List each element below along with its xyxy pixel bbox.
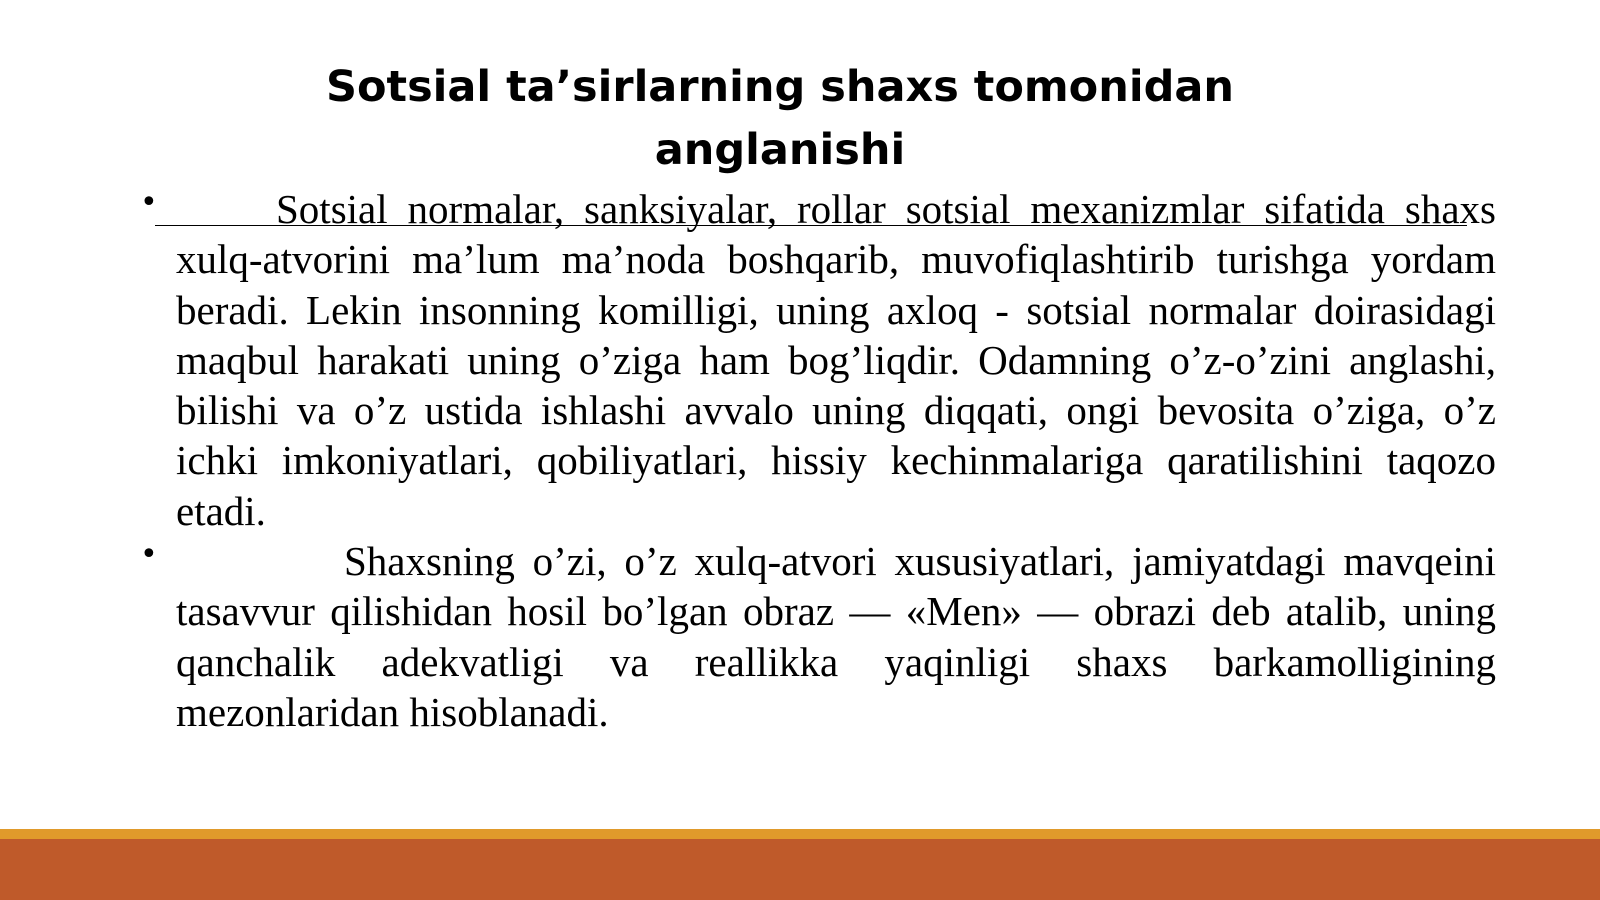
bullet-text-1: Sotsial normalar, sanksiyalar, rollar sotsial mexanizmlar sifatida shaxs xulq-atvorini ma’lum ma’noda boshqarib, muvofiqlashtirib turishga yordam beradi. Lekin insonning komilligi, uning axloq - sotsial normalar doirasidagi maqbul harakati uning o’ziga ham bog’liqdir. Odamning o’z-o’zini anglashi, bilishi va o’z ustida ishlashi avvalo uning diqqati, ongi bevosita o’ziga, o’z ichki imkoniyatlari, qobiliyatlari, hissiy kechinmalariga qaratilishini taqozo etadi. (176, 186, 1496, 534)
bullet-marker: • (140, 537, 158, 573)
footer-accent-stripe (0, 829, 1600, 839)
slide-body (142, 184, 1496, 737)
bullet-item-1 (142, 184, 1496, 536)
bullet-item-2 (142, 536, 1496, 737)
slide-title-line-1: Sotsial ta’sirlarning shaxs tomonidan (326, 62, 1234, 112)
footer-bar (0, 839, 1600, 900)
slide-title (280, 56, 1280, 182)
bullet-marker: • (140, 185, 158, 220)
slide-title-line-2: anglanishi (654, 125, 906, 175)
footer-band (0, 829, 1600, 900)
bullet-text-2: Shaxsning o’zi, o’z xulq-atvori xususiyatlari, jamiyatdagi mavqeini tasavvur qilishidan hosil bo’lgan obraz — «Men» — obrazi deb atalib, uning qanchalik adekvatligi va reallikka yaqinligi shaxs barkamolligining mezonlaridan hisoblanadi. (176, 538, 1496, 735)
